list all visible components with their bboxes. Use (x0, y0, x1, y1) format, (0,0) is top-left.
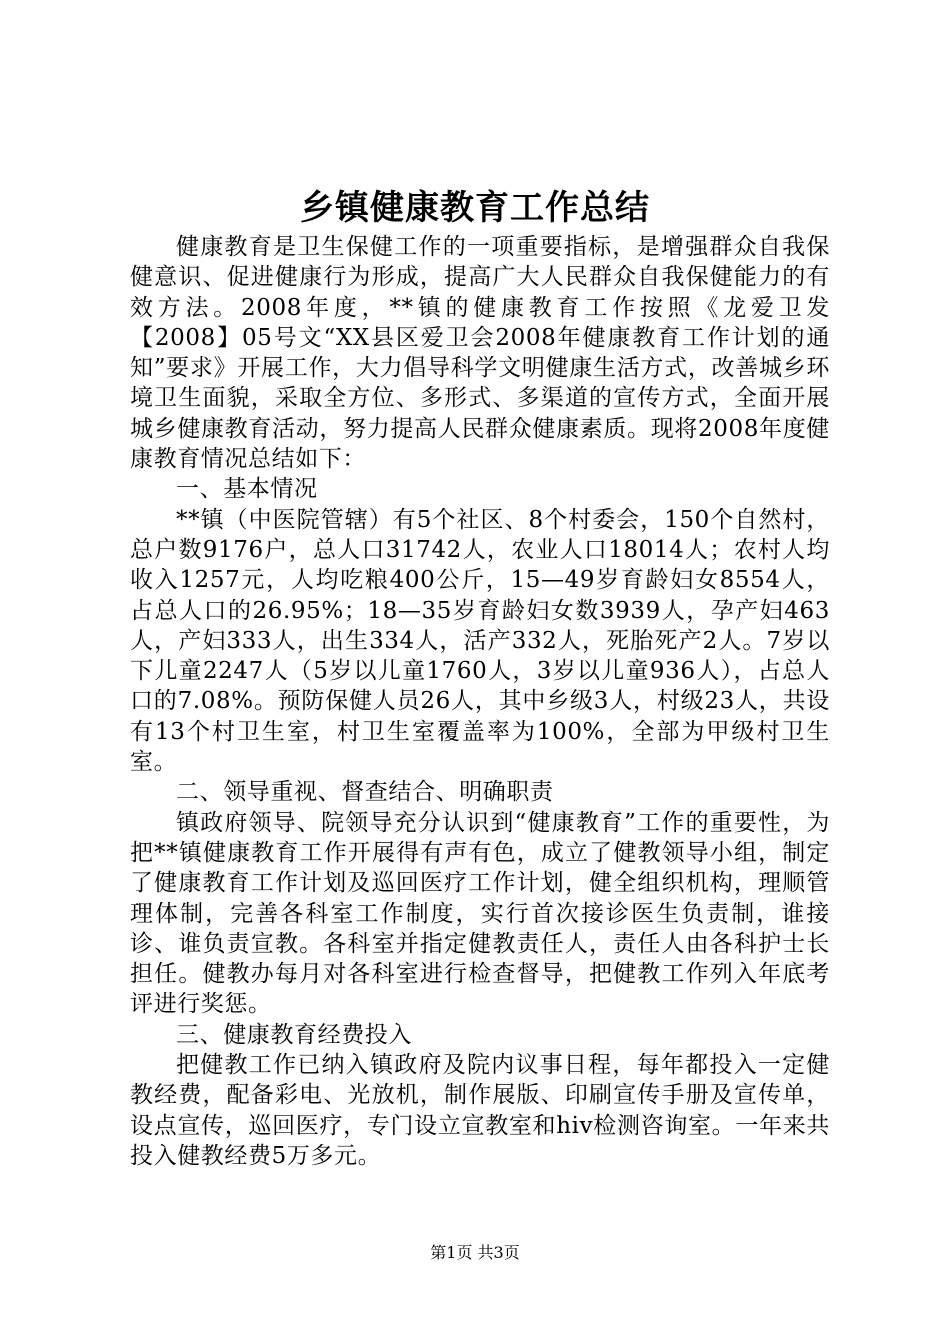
leadership-paragraph: 镇政府领导、院领导充分认识到“健康教育”工作的重要性，为把**镇健康教育工作开展得有声有色，成立了健教领导小组，制定了健康教育工作计划及巡回医疗工作计划，健全组织机构，理顺管理体制，完善各科室工作制度，实行首次接诊医生负责制，谁接诊、谁负责宣教。各科室并指定健教责任人，责任人由各科护士长担任。健教办每月对各科室进行检查督导，把健教工作列入年底考评进行奖惩。 (130, 809, 830, 1018)
section-heading-leadership: 二、领导重视、督查结合、明确职责 (176, 779, 554, 806)
intro-paragraph: 健康教育是卫生保健工作的一项重要指标，是增强群众自我保健意识、促进健康行为形成，提高广大人民群众自我保健能力的有效方法。2008年度，**镇的健康教育工作按照《龙爱卫发【2008】05号文“XX县区爱卫会2008年健康教育工作计划的通知”要求》开展工作，大力倡导科学文明健康生活方式，改善城乡环境卫生面貌，采取全方位、多形式、多渠道的宣传方式，全面开展城乡健康教育活动，努力提高人民群众健康素质。现将2008年度健康教育情况总结如下： (130, 234, 830, 473)
section-heading-funding: 三、健康教育经费投入 (176, 1021, 412, 1048)
page-footer: 第1页 共3页 (430, 1243, 520, 1262)
document-title: 乡镇健康教育工作总结 (300, 188, 650, 228)
section-heading-basic-situation: 一、基本情况 (176, 476, 318, 503)
funding-paragraph: 把健教工作已纳入镇政府及院内议事日程，每年都投入一定健教经费，配备彩电、光放机，制作展版、印刷宣传手册及宣传单，设点宣传，巡回医疗，专门设立宣教室和hiv检测咨询室。一年来共投入健教经费5万多元。 (130, 1052, 830, 1169)
document-body (130, 232, 830, 1171)
basic-situation-paragraph: **镇（中医院管辖）有5个社区、8个村委会，150个自然村，总户数9176户，总人口31742人，农业人口18014人；农村人均收入1257元，人均吃粮400公斤，15—49岁育龄妇女8554人，占总人口的26.95%；18—35岁育龄妇女数3939人，孕产妇463人，产妇333人，出生334人，活产332人，死胎死产2人。7岁以下儿童2247人（5岁以儿童1760人，3岁以儿童936人），占总人口的7.08%。预防保健人员26人，其中乡级3人，村级23人，共设有13个村卫生室，村卫生室覆盖率为100%，全部为甲级村卫生室。 (130, 506, 830, 776)
